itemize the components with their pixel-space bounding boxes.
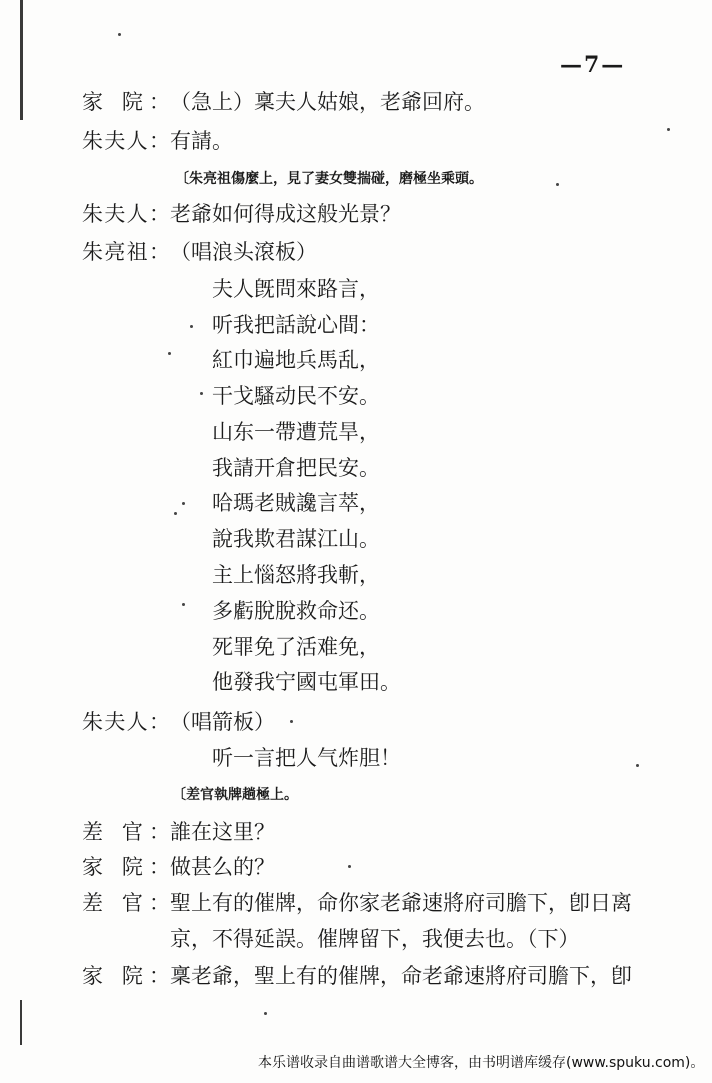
speech-text: （唱箭板） xyxy=(170,710,275,734)
verse-line: 听一言把人气炸胆！ xyxy=(212,746,401,770)
speech-text: （急上）稟夫人姑娘，老爺回府。 xyxy=(170,90,485,114)
speaker-label: 朱夫人： xyxy=(82,202,170,226)
scan-speck xyxy=(174,512,177,515)
speaker-label: 家 院： xyxy=(82,855,170,879)
stage-direction: 〔朱亮祖傷麼上，見了妻女雙揣碰，磨極坐乘頭。 xyxy=(175,171,483,187)
scan-speck xyxy=(348,865,351,868)
speech-text: （唱浪头滾板） xyxy=(170,240,317,264)
source-footer: 本乐谱收录自曲谱歌谱大全博客，由书明谱库缓存(www.spuku.com)。 xyxy=(258,1055,705,1071)
page-edge-bottom xyxy=(20,1000,22,1045)
verse-line: 听我把話說心間： xyxy=(212,313,380,337)
verse-line: 他發我宁國屯軍田。 xyxy=(212,670,401,694)
verse-line: 我請开倉把民安。 xyxy=(212,456,380,480)
speech-text: 誰在这里？ xyxy=(170,820,275,844)
speaker-label: 家 院： xyxy=(82,90,170,114)
speech-text: 做甚么的？ xyxy=(170,855,275,879)
scan-speck xyxy=(667,128,670,131)
scan-speck xyxy=(182,603,185,606)
speech-text: 老爺如何得成这般光景？ xyxy=(170,202,401,226)
stage-direction: 〔差官執牌趟極上。 xyxy=(172,787,298,803)
speaker-label: 差 官： xyxy=(82,820,170,844)
speaker-label: 朱夫人： xyxy=(82,129,170,153)
scan-speck xyxy=(264,1012,267,1015)
verse-line: 干戈騷动民不安。 xyxy=(212,384,380,408)
scan-speck xyxy=(168,352,171,355)
verse-line: 山东一帶遭荒旱， xyxy=(212,420,380,444)
speaker-label: 朱亮祖： xyxy=(82,240,170,264)
scan-speck xyxy=(200,392,203,395)
scan-speck xyxy=(190,325,193,328)
verse-line: 夫人旣問來路言， xyxy=(212,277,380,301)
verse-line: 死罪免了活难免， xyxy=(212,635,380,659)
verse-line: 說我欺君謀江山。 xyxy=(212,527,380,551)
speech-text: 稟老爺，聖上有的催牌，命老爺速將府司膽下，卽 xyxy=(170,964,632,988)
scan-speck xyxy=(182,502,185,505)
scan-speck xyxy=(636,764,639,767)
speaker-label: 差 官： xyxy=(82,891,170,915)
speaker-label: 朱夫人： xyxy=(82,710,170,734)
page-number: —7— xyxy=(560,52,626,78)
verse-line: 多虧脫脫救命还。 xyxy=(212,599,380,623)
speaker-label: 家 院： xyxy=(82,964,170,988)
speech-text: 聖上有的催牌，命你家老爺速將府司膽下，卽日离 xyxy=(170,891,632,915)
verse-line: 紅巾遍地兵馬乱， xyxy=(212,348,380,372)
verse-line: 哈瑪老賊讒言萃， xyxy=(212,491,380,515)
speech-continuation: 京，不得延誤。催牌留下，我便去也。（下） xyxy=(170,927,580,951)
scan-speck xyxy=(556,183,559,186)
verse-line: 主上惱怒將我斬， xyxy=(212,563,380,587)
scan-speck xyxy=(290,720,293,723)
scan-speck xyxy=(118,33,121,36)
page-edge-top xyxy=(20,0,23,120)
speech-text: 有請。 xyxy=(170,129,233,153)
